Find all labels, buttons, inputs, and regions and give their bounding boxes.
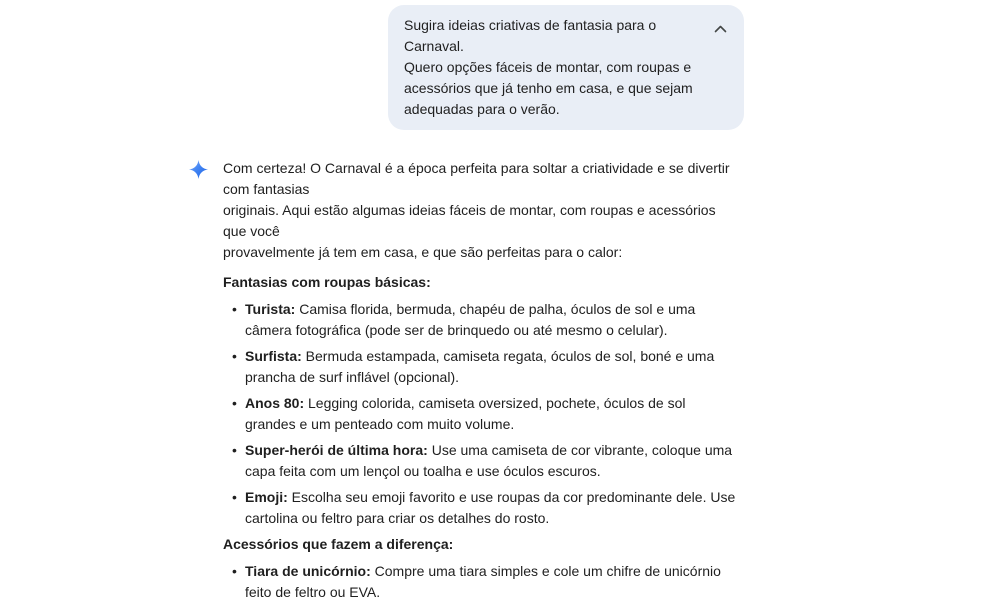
list-item: [245, 299, 738, 341]
chevron-up-icon: [714, 25, 727, 33]
list-item-desc: Camisa florida, bermuda, chapéu de palha, óculos de sol e uma câmera fotográfica (pode ser de brinquedo ou até mesmo o celular).: [245, 301, 696, 338]
list-item-term: Turista:: [245, 301, 296, 317]
list-item-term: Super-herói de última hora:: [245, 442, 428, 458]
user-message-row: [189, 0, 744, 130]
list-item-desc: Compre uma tiara simples e cole um chifre de unicórnio feito de feltro ou EVA.: [245, 563, 721, 600]
list-item-desc: Bermuda estampada, camiseta regata, óculos de sol, boné e uma prancha de surf inflável (opcional).: [245, 348, 715, 385]
user-message-line: acessórios que já tenho em casa, e que sejam: [404, 80, 693, 96]
section-heading-accessories: Acessórios que fazem a diferença:: [223, 536, 454, 552]
user-message-line: Quero opções fáceis de montar, com roupas e: [404, 59, 692, 75]
list-item: [245, 346, 738, 388]
intro-line: Com certeza! O Carnaval é a época perfeita para soltar a criatividade e se divertir com fantasias: [223, 160, 730, 197]
user-message-bubble: [388, 5, 744, 130]
response-intro-paragraph: [223, 158, 738, 263]
list-item-desc: Use uma camiseta de cor vibrante, coloque uma capa feita com um lençol ou toalha e use óculos escuros.: [245, 442, 733, 479]
accessories-list: [223, 561, 738, 603]
gemini-sparkle-icon: [189, 160, 208, 179]
list-item: [245, 393, 738, 435]
list-item-desc: Legging colorida, camiseta oversized, pochete, óculos de sol grandes e um penteado com muito volume.: [245, 395, 686, 432]
list-item: [245, 561, 738, 603]
costume-ideas-list: [223, 299, 738, 529]
user-message-line: Sugira ideias criativas de fantasia para o Carnaval.: [404, 17, 657, 54]
list-item: [245, 440, 738, 482]
intro-line: provavelmente já tem em casa, e que são perfeitas para o calor:: [223, 244, 623, 260]
user-message-text: [404, 15, 696, 120]
list-item-desc: Escolha seu emoji favorito e use roupas da cor predominante dele. Use cartolina ou feltro para criar os detalhes do rosto.: [245, 489, 736, 526]
collapse-message-button[interactable]: [710, 19, 730, 39]
list-item-term: Emoji:: [245, 489, 288, 505]
chat-conversation: [189, 0, 744, 608]
list-item-term: Tiara de unicórnio:: [245, 563, 371, 579]
assistant-response-text: [223, 158, 738, 608]
list-item-term: Surfista:: [245, 348, 302, 364]
user-message-line: adequadas para o verão.: [404, 101, 560, 117]
assistant-response-row: [189, 158, 744, 608]
intro-line: originais. Aqui estão algumas ideias fáceis de montar, com roupas e acessórios que você: [223, 202, 716, 239]
list-item: [245, 487, 738, 529]
list-item-term: Anos 80:: [245, 395, 305, 411]
section-heading-basic-costumes: Fantasias com roupas básicas:: [223, 274, 431, 290]
